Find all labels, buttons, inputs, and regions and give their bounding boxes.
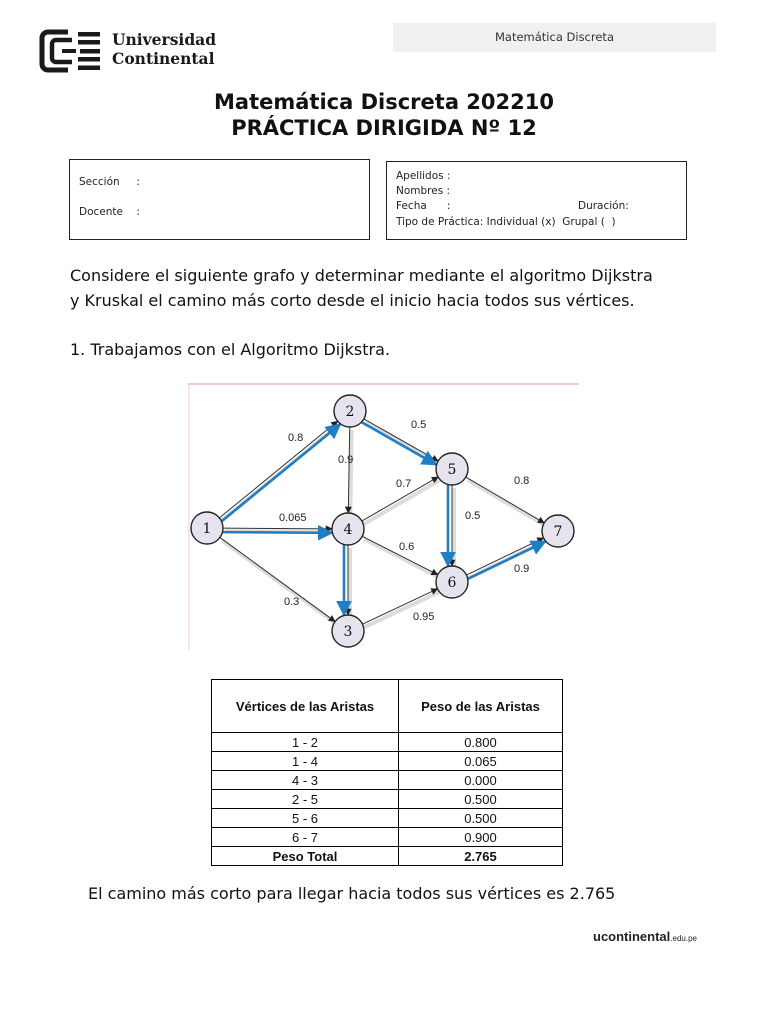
graph-node-label: 1 [202,521,212,537]
edge-6-7 [466,538,543,575]
fecha-label: Fecha : [396,200,451,212]
apellidos-label: Apellidos : [396,170,451,182]
step-1-heading: 1. Trabajamos con el Algoritmo Dijkstra. [70,340,390,359]
edge-weight-label: 0.8 [288,432,304,444]
table-header-row [212,680,563,733]
table-body [212,733,563,866]
edge-weight-label: 0.9 [514,563,530,575]
highlight-edge-1-2 [222,424,340,521]
edge-weight-label: 0.5 [465,510,481,522]
university-logo-icon [38,28,102,74]
table-row [212,771,563,790]
course-header-tab [393,23,716,52]
graph-edges [219,419,546,627]
edge-weight-label: 0.7 [396,478,412,490]
graph-node-label: 2 [345,404,355,420]
table-row [212,752,563,771]
cell-weight: 0.000 [399,771,563,790]
highlight-edge-1-4 [223,532,332,533]
cell-weight: 0.500 [399,790,563,809]
edge-weight-label: 0.8 [514,475,530,487]
edge-weight-label: 0.6 [399,541,415,553]
highlight-edge-6-7 [468,542,545,579]
cell-vertices: 6 - 7 [212,828,399,847]
cell-weight: 0.065 [399,752,563,771]
university-name-line1: Universidad [112,30,217,49]
university-name-line2: Continental [112,49,215,68]
conclusion-text: El camino más corto para llegar hacia todos sus vértices es 2.765 [88,884,616,903]
intro-line-2: y Kruskal el camino más corto desde el inicio hacia todos sus vértices. [70,291,635,310]
cell-vertices: 5 - 6 [212,809,399,828]
graph-edge-labels [279,419,529,623]
table-row [212,809,563,828]
graph-node-label: 4 [343,522,353,538]
edge-weight-label: 0.9 [338,454,354,466]
edge-weight-label: 0.95 [413,611,435,623]
tipo-practica-label: Tipo de Práctica: Individual (x) Grupal ( ) [396,216,616,228]
university-name [112,30,216,68]
footer-brand-suffix: .edu.pe [670,934,697,943]
edge-shadow [350,430,351,516]
intro-line-1: Considere el siguiente grafo y determinar mediante el algoritmo Dijkstra [70,266,653,285]
edge-1-2 [219,421,337,518]
seccion-label: Sección : [79,176,140,188]
student-section-box [69,159,370,240]
weighted-graph-diagram [188,383,579,650]
total-value: 2.765 [399,847,563,866]
total-label: Peso Total [212,847,399,866]
cell-vertices: 4 - 3 [212,771,399,790]
graph-node-label: 3 [343,624,353,640]
graph-node-label: 5 [447,462,457,478]
docente-label: Docente : [79,206,140,218]
course-header-label: Matemática Discreta [494,30,614,44]
edge-shadow [222,540,337,624]
student-info-box [386,161,687,240]
edge-shadow [366,422,440,464]
edge-weight-label: 0.5 [411,419,427,431]
table-row [212,828,563,847]
table-row [212,733,563,752]
header-weights: Peso de las Aristas [399,680,563,733]
header-vertices: Vértices de las Aristas [212,680,399,733]
cell-vertices: 1 - 4 [212,752,399,771]
cell-vertices: 1 - 2 [212,733,399,752]
edge-1-3 [220,537,335,621]
graph-node-label: 7 [553,524,563,540]
table-total-row [212,847,563,866]
nombres-label: Nombres : [396,185,451,197]
page-title: Matemática Discreta 202210 [214,90,554,114]
cell-weight: 0.800 [399,733,563,752]
table-row [212,790,563,809]
cell-vertices: 2 - 5 [212,790,399,809]
duracion-label: Duración: [578,200,629,212]
page-subtitle: PRÁCTICA DIRIGIDA Nº 12 [231,116,537,140]
edge-2-5 [364,419,438,461]
edge-weight-label: 0.065 [279,512,307,524]
graph-node-label: 6 [447,575,457,591]
edge-1-4 [223,528,332,529]
footer-brand-name: ucontinental [593,929,671,944]
edge-weight-label: 0.3 [284,596,300,608]
cell-weight: 0.900 [399,828,563,847]
footer-brand [593,929,697,944]
edge-weights-table [211,679,563,866]
cell-weight: 0.500 [399,809,563,828]
